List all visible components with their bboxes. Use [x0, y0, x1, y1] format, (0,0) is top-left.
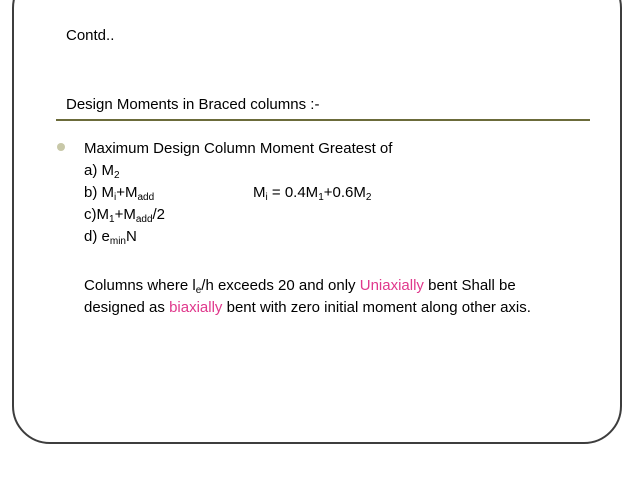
option-d: [84, 226, 137, 248]
heading-divider: [56, 119, 590, 121]
mi-eq-text: = 0.4M: [267, 184, 319, 201]
option-b-prefix: b) M: [84, 184, 114, 201]
mi-equation: [253, 182, 371, 204]
note-part3: bent Shall be: [423, 277, 516, 294]
option-c-prefix: c)M: [84, 206, 109, 223]
option-c: [84, 204, 165, 226]
option-a-sub: 2: [114, 170, 120, 181]
slide-title: Contd..: [66, 27, 115, 44]
note-line-2: [84, 297, 531, 319]
note-part2: /h exceeds 20 and only: [201, 277, 360, 294]
note-part4: designed as: [84, 299, 170, 316]
option-d-prefix: d) e: [84, 228, 110, 245]
mi-sub-i: i: [265, 192, 268, 203]
note-part1: Columns where l: [84, 277, 196, 294]
note-paragraph: [84, 275, 531, 319]
option-d-sub: min: [109, 236, 126, 247]
option-b: [84, 182, 154, 204]
option-a-prefix: a) M: [84, 162, 114, 179]
option-a: [84, 160, 120, 182]
option-c-sub2: add: [135, 214, 153, 225]
option-c-sub1: 1: [109, 214, 115, 225]
option-b-mid: +M: [116, 184, 138, 201]
mi-plus: +0.6M: [323, 184, 366, 201]
section-heading: Design Moments in Braced columns :-: [66, 96, 320, 113]
bullet-text: Maximum Design Column Moment Greatest of: [84, 140, 393, 157]
mi-sub-1: 1: [318, 192, 324, 203]
option-c-suffix: /2: [152, 206, 166, 223]
note-biaxially: biaxially: [169, 299, 223, 316]
option-b-sub2: add: [137, 192, 155, 203]
option-d-suffix: N: [125, 228, 137, 245]
mi-sub-2: 2: [365, 192, 372, 203]
option-c-mid: +M: [114, 206, 136, 223]
mi-m: M: [253, 184, 266, 201]
note-line-1: [84, 275, 531, 297]
note-sub-e: e: [195, 285, 202, 296]
option-b-sub1: i: [114, 192, 117, 203]
note-part5: bent with zero initial moment along other axis.: [222, 299, 531, 316]
note-uniaxially: Uniaxially: [359, 277, 424, 294]
bullet-dot-icon: [57, 143, 65, 151]
